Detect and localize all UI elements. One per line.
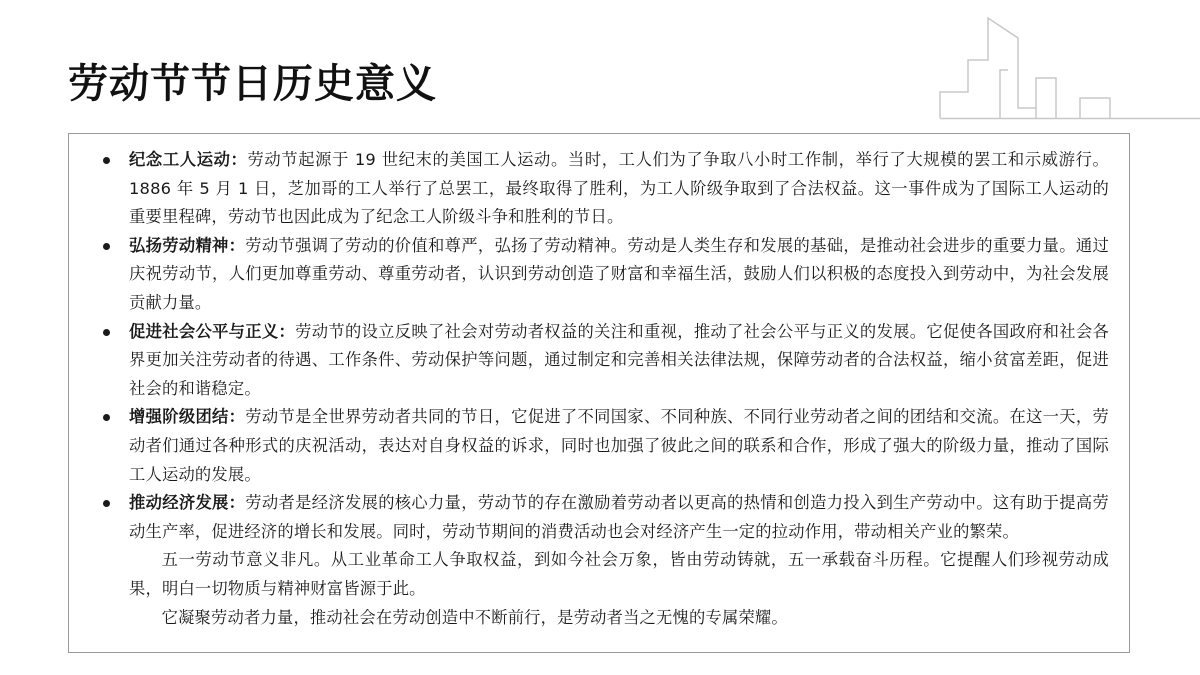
summary-paragraph: 五一劳动节意义非凡。从工业革命工人争取权益，到如今社会万象，皆由劳动铸就，五一承载奋斗历程。它提醒人们珍视劳动成果，明白一切物质与精神财富皆源于此。 [129, 550, 1109, 598]
bullet-dot-icon [103, 157, 110, 164]
bullet-dot-icon [103, 414, 110, 421]
item-term: 促进社会公平与正义： [129, 321, 296, 341]
item-term: 纪念工人运动： [129, 150, 248, 169]
list-item [103, 403, 1109, 489]
list-item [103, 146, 1109, 232]
item-text: 劳动节起源于 19 世纪末的美国工人运动。当时，工人们为了争取八小时工作制，举行了大规模的罢工和示威游行。1886 年 5 月 1 日，芝加哥的工人举行了总罢工，最终取得了胜利，为工人阶级争取到了合法权益。这一事件成为了国际工人运动的重要里程碑，劳动节也因此成为了纪念工人阶级斗争和胜利的节日。 [129, 150, 1109, 227]
bullet-dot-icon [103, 243, 110, 250]
item-term: 推动经济发展： [129, 493, 246, 513]
item-text: 劳动者是经济发展的核心力量，劳动节的存在激励着劳动者以更高的热情和创造力投入到生产劳动中。这有助于提高劳动生产率，促进经济的增长和发展。同时，劳动节期间的消费活动也会对经济产生一定的拉动作用，带动相关产业的繁荣。 [129, 493, 1110, 541]
item-term: 弘扬劳动精神： [129, 235, 246, 255]
item-term: 增强阶级团结： [129, 407, 246, 427]
list-item [103, 489, 1109, 546]
page-title: 劳动节节日历史意义 [68, 61, 437, 107]
significance-list [103, 146, 1109, 546]
bullet-dot-icon [103, 500, 110, 507]
content-box [68, 133, 1130, 653]
item-text: 劳动节的设立反映了社会对劳动者权益的关注和重视，推动了社会公平与正义的发展。它促使各国政府和社会各界更加关注劳动者的待遇、工作条件、劳动保护等问题，通过制定和完善相关法律法规，保障劳动者的合法权益，缩小贫富差距，促进社会的和谐稳定。 [129, 321, 1109, 398]
item-text: 劳动节强调了劳动的价值和尊严，弘扬了劳动精神。劳动是人类生存和发展的基础，是推动社会进步的重要力量。通过庆祝劳动节，人们更加尊重劳动、尊重劳动者，认识到劳动创造了财富和幸福生活，鼓励人们以积极的态度投入到劳动中，为社会发展贡献力量。 [129, 235, 1110, 312]
bullet-dot-icon [103, 329, 110, 336]
list-item [103, 318, 1109, 404]
closing-paragraph: 它凝聚劳动者力量，推动社会在劳动创造中不断前行，是劳动者当之无愧的专属荣耀。 [161, 607, 788, 627]
item-text: 劳动节是全世界劳动者共同的节日，它促进了不同国家、不同种族、不同行业劳动者之间的团结和交流。在这一天，劳动者们通过各种形式的庆祝活动，表达对自身权益的诉求，同时也加强了彼此之间的联系和合作，形成了强大的阶级力量，推动了国际工人运动的发展。 [129, 407, 1110, 484]
list-item [103, 232, 1109, 318]
